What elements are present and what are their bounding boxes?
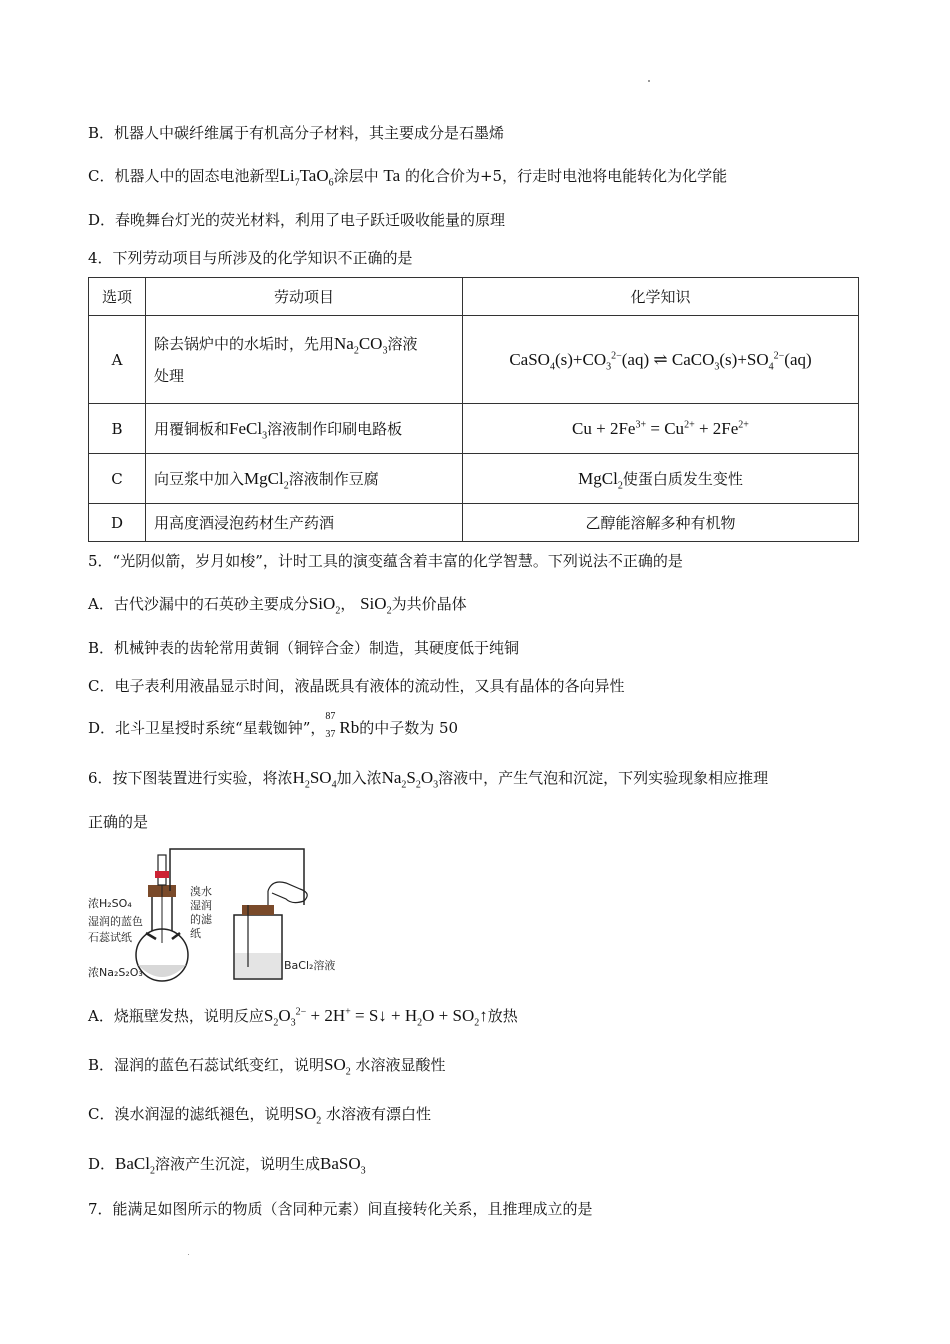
row-option: C: [89, 454, 146, 504]
q6-stem: 6．按下图装置进行实验，将浓$H_2SO_4$加入浓$Na_2S_2O_3$溶液中，产生气泡和沉淀，下列实验现象相应推理: [88, 768, 769, 791]
label-bromine-3: 的滤: [190, 913, 212, 926]
drying-tube: [268, 882, 307, 903]
row-labor-item: 用高度酒浸泡药材生产药酒: [146, 504, 463, 542]
q6-option-b: B．湿润的蓝色石蕊试纸变红，说明$SO_2$ 水溶液显酸性: [88, 1055, 446, 1078]
table-row: [89, 404, 859, 454]
experiment-apparatus-diagram: [86, 843, 356, 983]
table-row: [89, 454, 859, 504]
row-labor-item: 用覆铜板和FeCl$_3$溶液制作印刷电路板: [146, 404, 463, 454]
label-bromine-2: 湿润: [190, 899, 212, 912]
q6-option-a: A．烧瓶壁发热，说明反应$S_2O_3^{2-} + 2H^+$ = S↓ + $H_2O$ + $SO_2↑$放热: [88, 1006, 518, 1029]
row-chem-knowledge: 乙醇能溶解多种有机物: [463, 504, 859, 542]
row-labor-item: 向豆浆中加入MgCl$_2$溶液制作豆腐: [146, 454, 463, 504]
label-bacl2-solution: BaCl₂溶液: [284, 959, 336, 972]
label-conc-na2s2o3: 浓Na₂S₂O₃: [88, 966, 143, 979]
bottle-stopper: [242, 905, 274, 915]
row-chem-knowledge: $CaSO_4(s)+CO_3^{2-}(aq)$ ⇌ $CaCO_3(s)+SO_4^{2-}(aq)$: [463, 316, 859, 404]
row-labor-item: 除去锅炉中的水垢时，先用$Na_2CO_3$溶液 处理: [146, 316, 463, 404]
table-row: [89, 316, 859, 404]
q5-option-d: D．北斗卫星授时系统“星载铷钟”， 87 37 Rb的中子数为 50: [88, 711, 459, 740]
q5-stem: 5．“光阴似箭，岁月如梭”，计时工具的演变蕴含着丰富的化学智慧。下列说法不正确的是: [88, 552, 683, 570]
q3-option-b: B．机器人中碳纤维属于有机高分子材料，其主要成分是石墨烯: [88, 124, 505, 142]
q5-option-c: C．电子表利用液晶显示时间，液晶既具有液体的流动性，又具有晶体的各向异性: [88, 677, 625, 695]
q4-table: [88, 277, 859, 542]
table-row: [89, 504, 859, 542]
dropping-funnel: [158, 855, 166, 885]
q3-option-c: C．机器人中的固态电池新型$Li_7TaO_6$涂层中 Ta 的化合价为+5，行走时电池将电能转化为化学能: [88, 166, 728, 189]
header-labor-item: 劳动项目: [146, 278, 463, 316]
q6-option-c: C．溴水润湿的滤纸褪色，说明$SO_2$ 水溶液有漂白性: [88, 1104, 432, 1127]
row-chem-knowledge: MgCl$_2$使蛋白质发生变性: [463, 454, 859, 504]
row-option: D: [89, 504, 146, 542]
row-option: B: [89, 404, 146, 454]
bacl2-solution: [235, 953, 281, 978]
label-conc-h2so4: 浓H₂SO₄: [88, 897, 132, 910]
q7-stem: 7．能满足如图所示的物质（含同种元素）间直接转化关系，且推理成立的是: [88, 1200, 593, 1218]
funnel-stopcock: [155, 871, 169, 878]
label-litmus-line2: 石蕊试纸: [88, 931, 132, 944]
litmus-paper: [146, 933, 156, 939]
q6-stem-line2: 正确的是: [88, 813, 149, 831]
label-bromine-4: 纸: [190, 927, 201, 940]
q5-option-a: A．古代沙漏中的石英砂主要成分SiO$_2$， SiO$_2$为共价晶体: [88, 594, 467, 617]
scan-dot: [188, 1254, 189, 1255]
q3-option-d: D．春晚舞台灯光的荧光材料，利用了电子跃迁吸收能量的原理: [88, 211, 506, 229]
label-bromine-1: 溴水: [190, 885, 212, 898]
header-option: 选项: [89, 278, 146, 316]
scan-dot: [648, 80, 650, 82]
q4-stem: 4．下列劳动项目与所涉及的化学知识不正确的是: [88, 249, 413, 267]
header-chem-knowledge: 化学知识: [463, 278, 859, 316]
q6-option-d: D．BaCl$_2$溶液产生沉淀，说明生成BaSO$_3$: [88, 1154, 366, 1177]
q5-option-b: B．机械钟表的齿轮常用黄铜（铜锌合金）制造，其硬度低于纯铜: [88, 639, 520, 657]
row-chem-knowledge: $Cu + 2Fe^{3+} = Cu^{2+} + 2Fe^{2+}$: [463, 404, 859, 454]
label-litmus-line1: 湿润的蓝色: [88, 915, 143, 928]
row-option: A: [89, 316, 146, 404]
table-header-row: [89, 278, 859, 316]
